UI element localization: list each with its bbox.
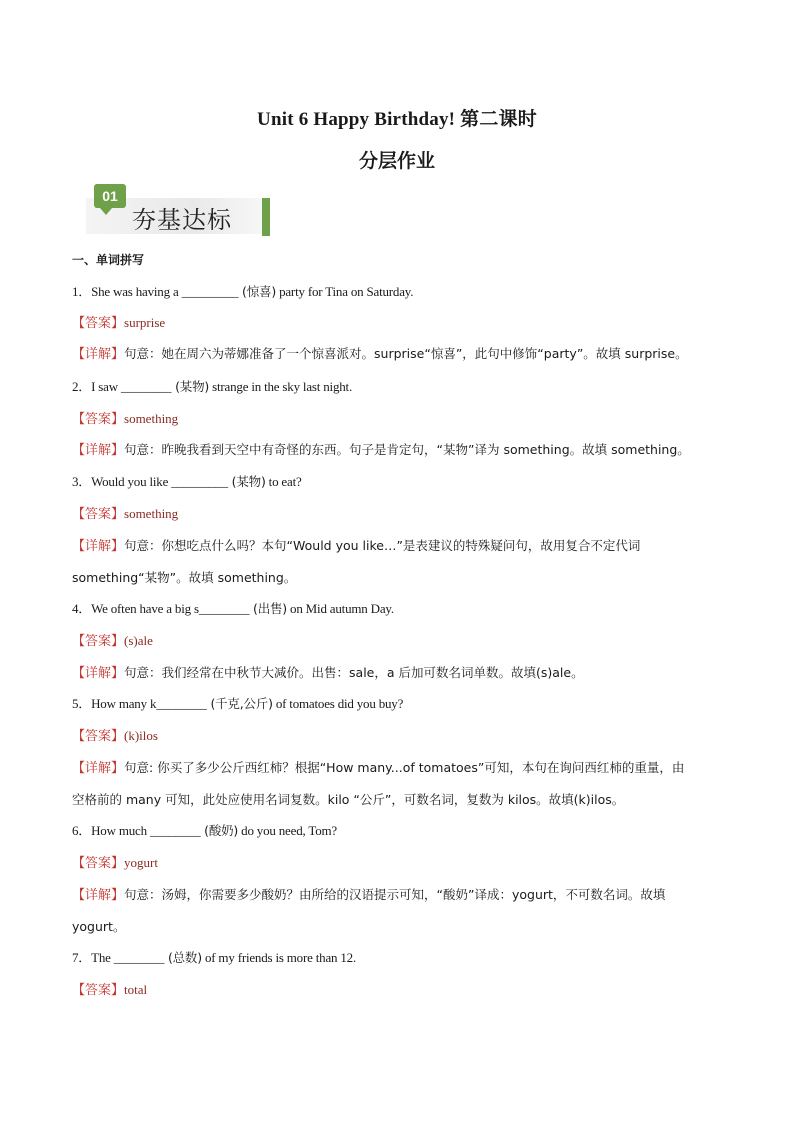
answer-value: (s)ale [124,633,153,648]
question-6 [72,821,732,841]
answer-value: something [124,411,179,426]
detail-text: 句意：汤姆，你需要多少酸奶？由所给的汉语提示可知， [124,887,437,902]
question-text: 7．The [72,950,114,965]
detail-text: 句意：昨晚我看到天空中有奇怪的东西。句子是肯定句， [124,442,437,457]
detail-text: 句意: 你买了多少公斤西红柿？根据 [124,760,320,775]
answer-value: surprise [124,315,166,330]
detail-tag: 【详解】 [72,761,125,776]
question-text: party for Tina on Saturday. [276,284,414,299]
question-text: 1．She was having a [72,284,182,299]
answer-blank: ________ [120,379,172,394]
answer-7 [72,980,732,1001]
answer-tag: 【答案】 [72,983,125,998]
question-text: to eat? [265,474,302,489]
question-text: 6．How much [72,823,150,838]
section-banner [86,184,272,236]
detail-tag: 【详解】 [72,888,125,903]
answer-2 [72,409,732,430]
detail-4 [72,663,732,684]
question-1 [72,282,732,302]
answer-tag: 【答案】 [72,316,125,331]
banner-accent-bar [262,198,270,236]
answer-blank: ________ [149,823,201,838]
detail-text: something“某物”。故填 something。 [72,570,297,585]
answer-value: yogurt [124,855,158,870]
page-subtitle: 分层作业 [358,151,435,172]
answer-tag: 【答案】 [72,634,125,649]
answer-3 [72,504,732,525]
detail-tag: 【详解】 [72,539,125,554]
question-5 [72,694,732,714]
answer-tag: 【答案】 [72,507,125,522]
answer-blank: ________ [198,601,250,616]
question-text: of my friends is more than 12. [201,950,357,965]
answer-4 [72,631,732,652]
answer-blank: _________ [181,284,239,299]
detail-text: “酸奶”译成：yogurt，不可数名词。故填 [436,887,666,902]
answer-1 [72,313,732,334]
detail-text: yogurt。 [72,919,126,934]
detail-text: 空格前的 many 可知，此处应使用名词复数。kilo “公斤”，可数名词，复数为 kilos。故填(k)ilos。 [72,792,625,807]
question-hint: (某物) [171,379,210,394]
question-text: 2．I saw [72,379,121,394]
detail-text: 句意：你想吃点什么吗？本句 [124,538,287,553]
detail-text: 句意：她在周六为蒂娜准备了一个惊喜派对。 [124,346,375,361]
detail-tag: 【详解】 [72,443,125,458]
question-text: 3．Would you like [72,474,172,489]
detail-tag: 【详解】 [72,347,125,362]
answer-tag: 【答案】 [72,729,125,744]
detail-5-continued [72,790,732,810]
question-7 [72,948,732,968]
detail-3 [72,536,732,557]
answer-tag: 【答案】 [72,856,125,871]
detail-text: 句意：我们经常在中秋节大减价。出售： [124,665,350,680]
detail-text: sale，a 后加可数名词单数。故填(s)ale。 [349,665,584,680]
answer-value: total [124,982,148,997]
detail-text: “How many...of tomatoes”可知，本句在询问西红柿的重量，由 [319,760,685,775]
question-text: 4．We often have a big s [72,601,199,616]
section-heading: 一、单词拼写 [72,253,145,267]
question-hint: (酸奶) [200,823,239,838]
question-text: on Mid autumn Day. [286,601,394,616]
answer-tag: 【答案】 [72,412,125,427]
detail-1 [72,344,732,365]
question-hint: (总数) [164,950,202,965]
banner-number-badge: 01 [94,184,126,208]
question-text: of tomatoes did you buy? [272,696,404,711]
question-hint: (某物) [227,474,266,489]
question-4 [72,599,732,619]
answer-blank: ________ [156,696,207,711]
detail-tag: 【详解】 [72,666,125,681]
question-3 [72,472,732,492]
question-text: do you need, Tom? [238,823,337,838]
detail-text: “某物”译为 something。故填 something。 [436,442,690,457]
detail-3-continued [72,568,732,588]
question-text: strange in the sky last night. [209,379,353,394]
page-title: Unit 6 Happy Birthday! 第二课时 [257,109,537,130]
detail-6 [72,885,732,906]
question-2 [72,377,732,397]
badge-pointer-icon [100,208,112,215]
question-hint: (千克,公斤) [206,696,273,711]
detail-5 [72,758,732,779]
answer-blank: _________ [171,474,228,489]
answer-value: something [124,506,179,521]
detail-2 [72,440,732,461]
answer-6 [72,853,732,874]
answer-blank: ________ [113,950,165,965]
answer-5 [72,726,732,747]
question-hint: (惊喜) [238,284,277,299]
banner-label: 夯基达标 [132,206,232,234]
question-text: 5．How many k [72,696,157,711]
detail-6-continued [72,917,732,937]
detail-text: “Would you like…”是表建议的特殊疑问句，故用复合不定代词 [286,538,641,553]
detail-text: surprise“惊喜”，此句中修饰“party”。故填 surprise。 [374,346,688,361]
question-hint: (出售) [249,601,287,616]
answer-value: (k)ilos [124,728,158,743]
